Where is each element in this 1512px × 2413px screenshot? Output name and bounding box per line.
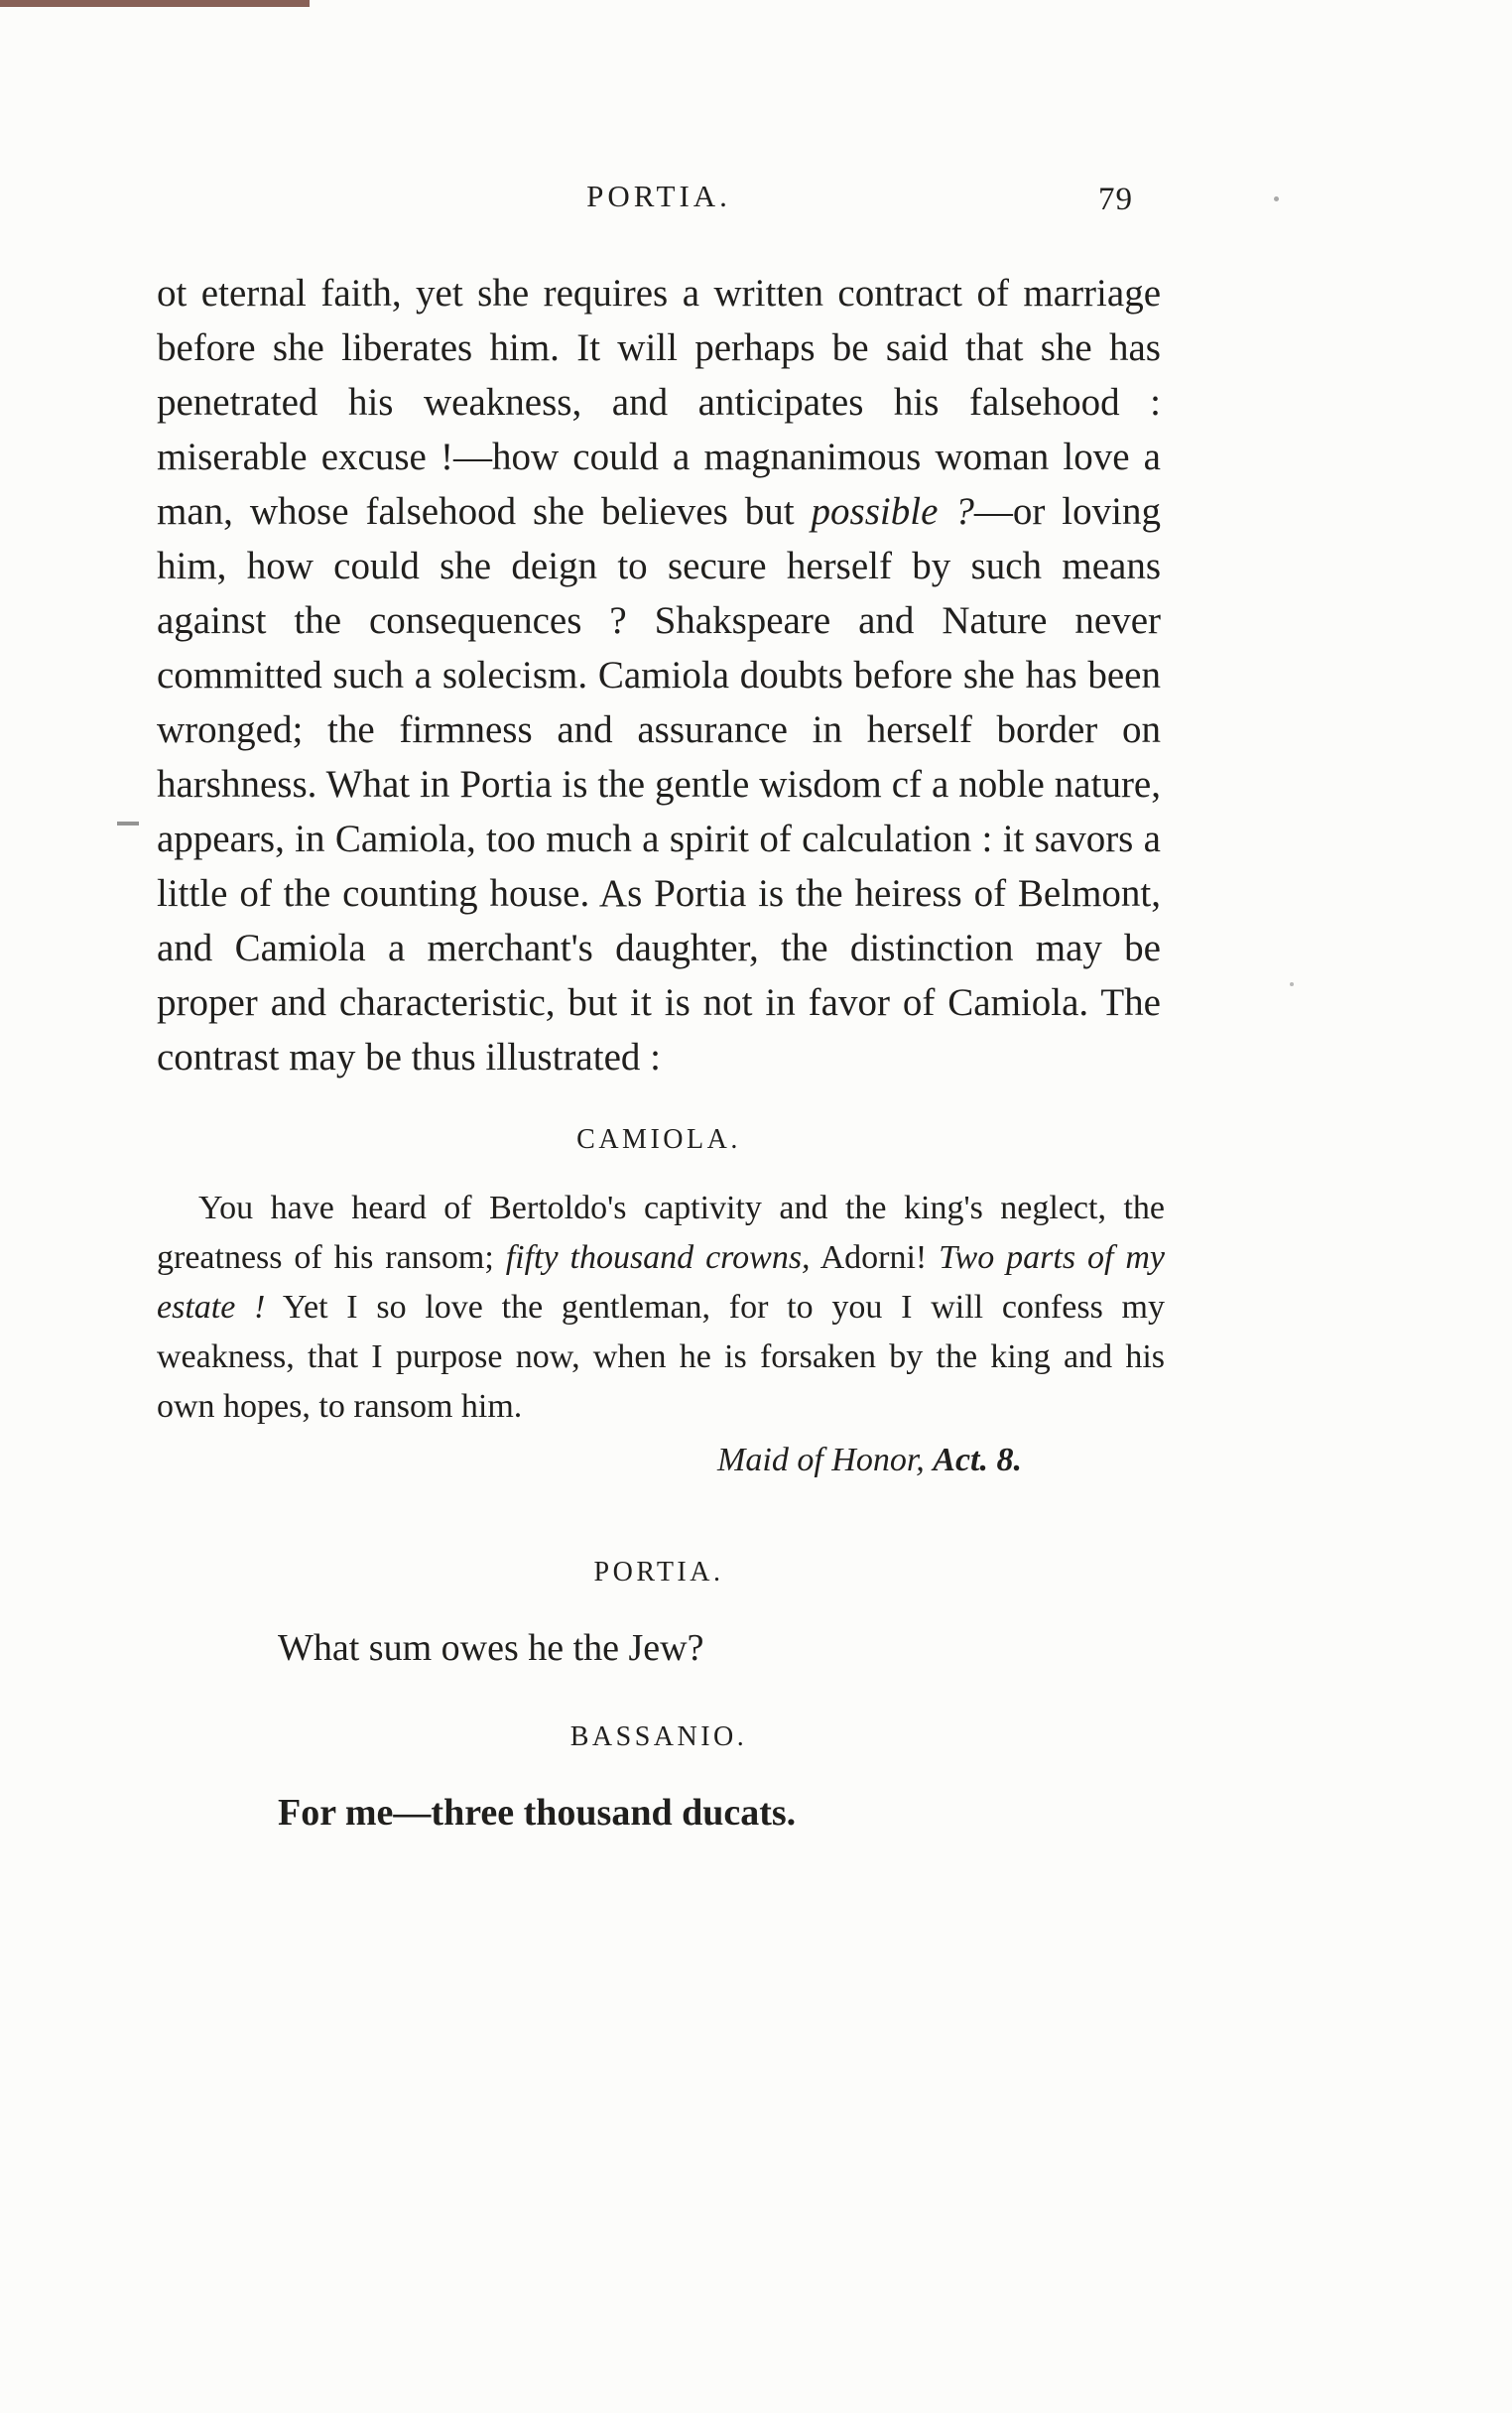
camiola-quote-text: You have heard of Bertoldo's captivity and the king's neglect, the greatness of his ransom;	[157, 1190, 1165, 1276]
attribution-work-title: Maid of Honor,	[717, 1442, 934, 1478]
camiola-quote-italic-ransom: fifty thousand crowns,	[505, 1239, 811, 1276]
camiola-quote-text: Adorni!	[810, 1239, 940, 1276]
scan-artifact-margin-dash	[117, 822, 139, 826]
main-paragraph	[157, 266, 1161, 1084]
camiola-quote-italic-estate: Two parts of my estate !	[157, 1239, 1165, 1326]
bassanio-dialogue-line: For me—three thousand ducats.	[278, 1792, 797, 1834]
speaker-heading-portia: PORTIA.	[593, 1557, 724, 1588]
text-column	[157, 0, 1165, 1835]
main-paragraph-text: ot eternal faith, yet she requires a written contract of marriage before she liberates him. It will perhaps be said that she has penetrated his weakness, and anticipates his falsehood : miserable excuse !—how could a magnanimous woman love a man, whose falsehood she believes but	[157, 272, 1161, 533]
camiola-quote	[157, 1184, 1165, 1432]
main-paragraph-text-continued: —or loving him, how could she deign to secure herself by such means against the consequences ? Shakspeare and Nature never committed such a solecism. Camiola doubts before she has been wronged; the firmness and assurance in herself border on harshness. What in Portia is the gentle wisdom cf a noble nature, appears, in Camiola, too much a spirit of calculation : it savors a little of the counting house. As Portia is the heiress of Belmont, and Camiola a merchant's daughter, the distinction may be proper and characteristic, but it is not in favor of Camiola. The contrast may be thus illustrated :	[157, 490, 1161, 1079]
speaker-heading-camiola: CAMIOLA.	[576, 1124, 741, 1155]
speaker-heading-bassanio: BASSANIO.	[569, 1721, 748, 1752]
main-paragraph-italic-word: possible ?	[811, 490, 974, 533]
camiola-quote-text: Yet I so love the gentleman, for to you I will confess my weakness, that I purpose now, when he is forsaken by the king and his own hopes, to ransom him.	[157, 1289, 1165, 1425]
running-header	[157, 0, 1161, 217]
page-number: 79	[1098, 182, 1133, 217]
attribution-act-number: Act. 8.	[933, 1442, 1022, 1478]
portia-dialogue-line: What sum owes he the Jew?	[278, 1627, 704, 1669]
quote-attribution	[157, 1442, 1161, 1479]
scan-artifact-speck	[1290, 982, 1294, 986]
scan-artifact-speck	[1274, 196, 1279, 201]
running-header-title: PORTIA.	[586, 179, 731, 213]
